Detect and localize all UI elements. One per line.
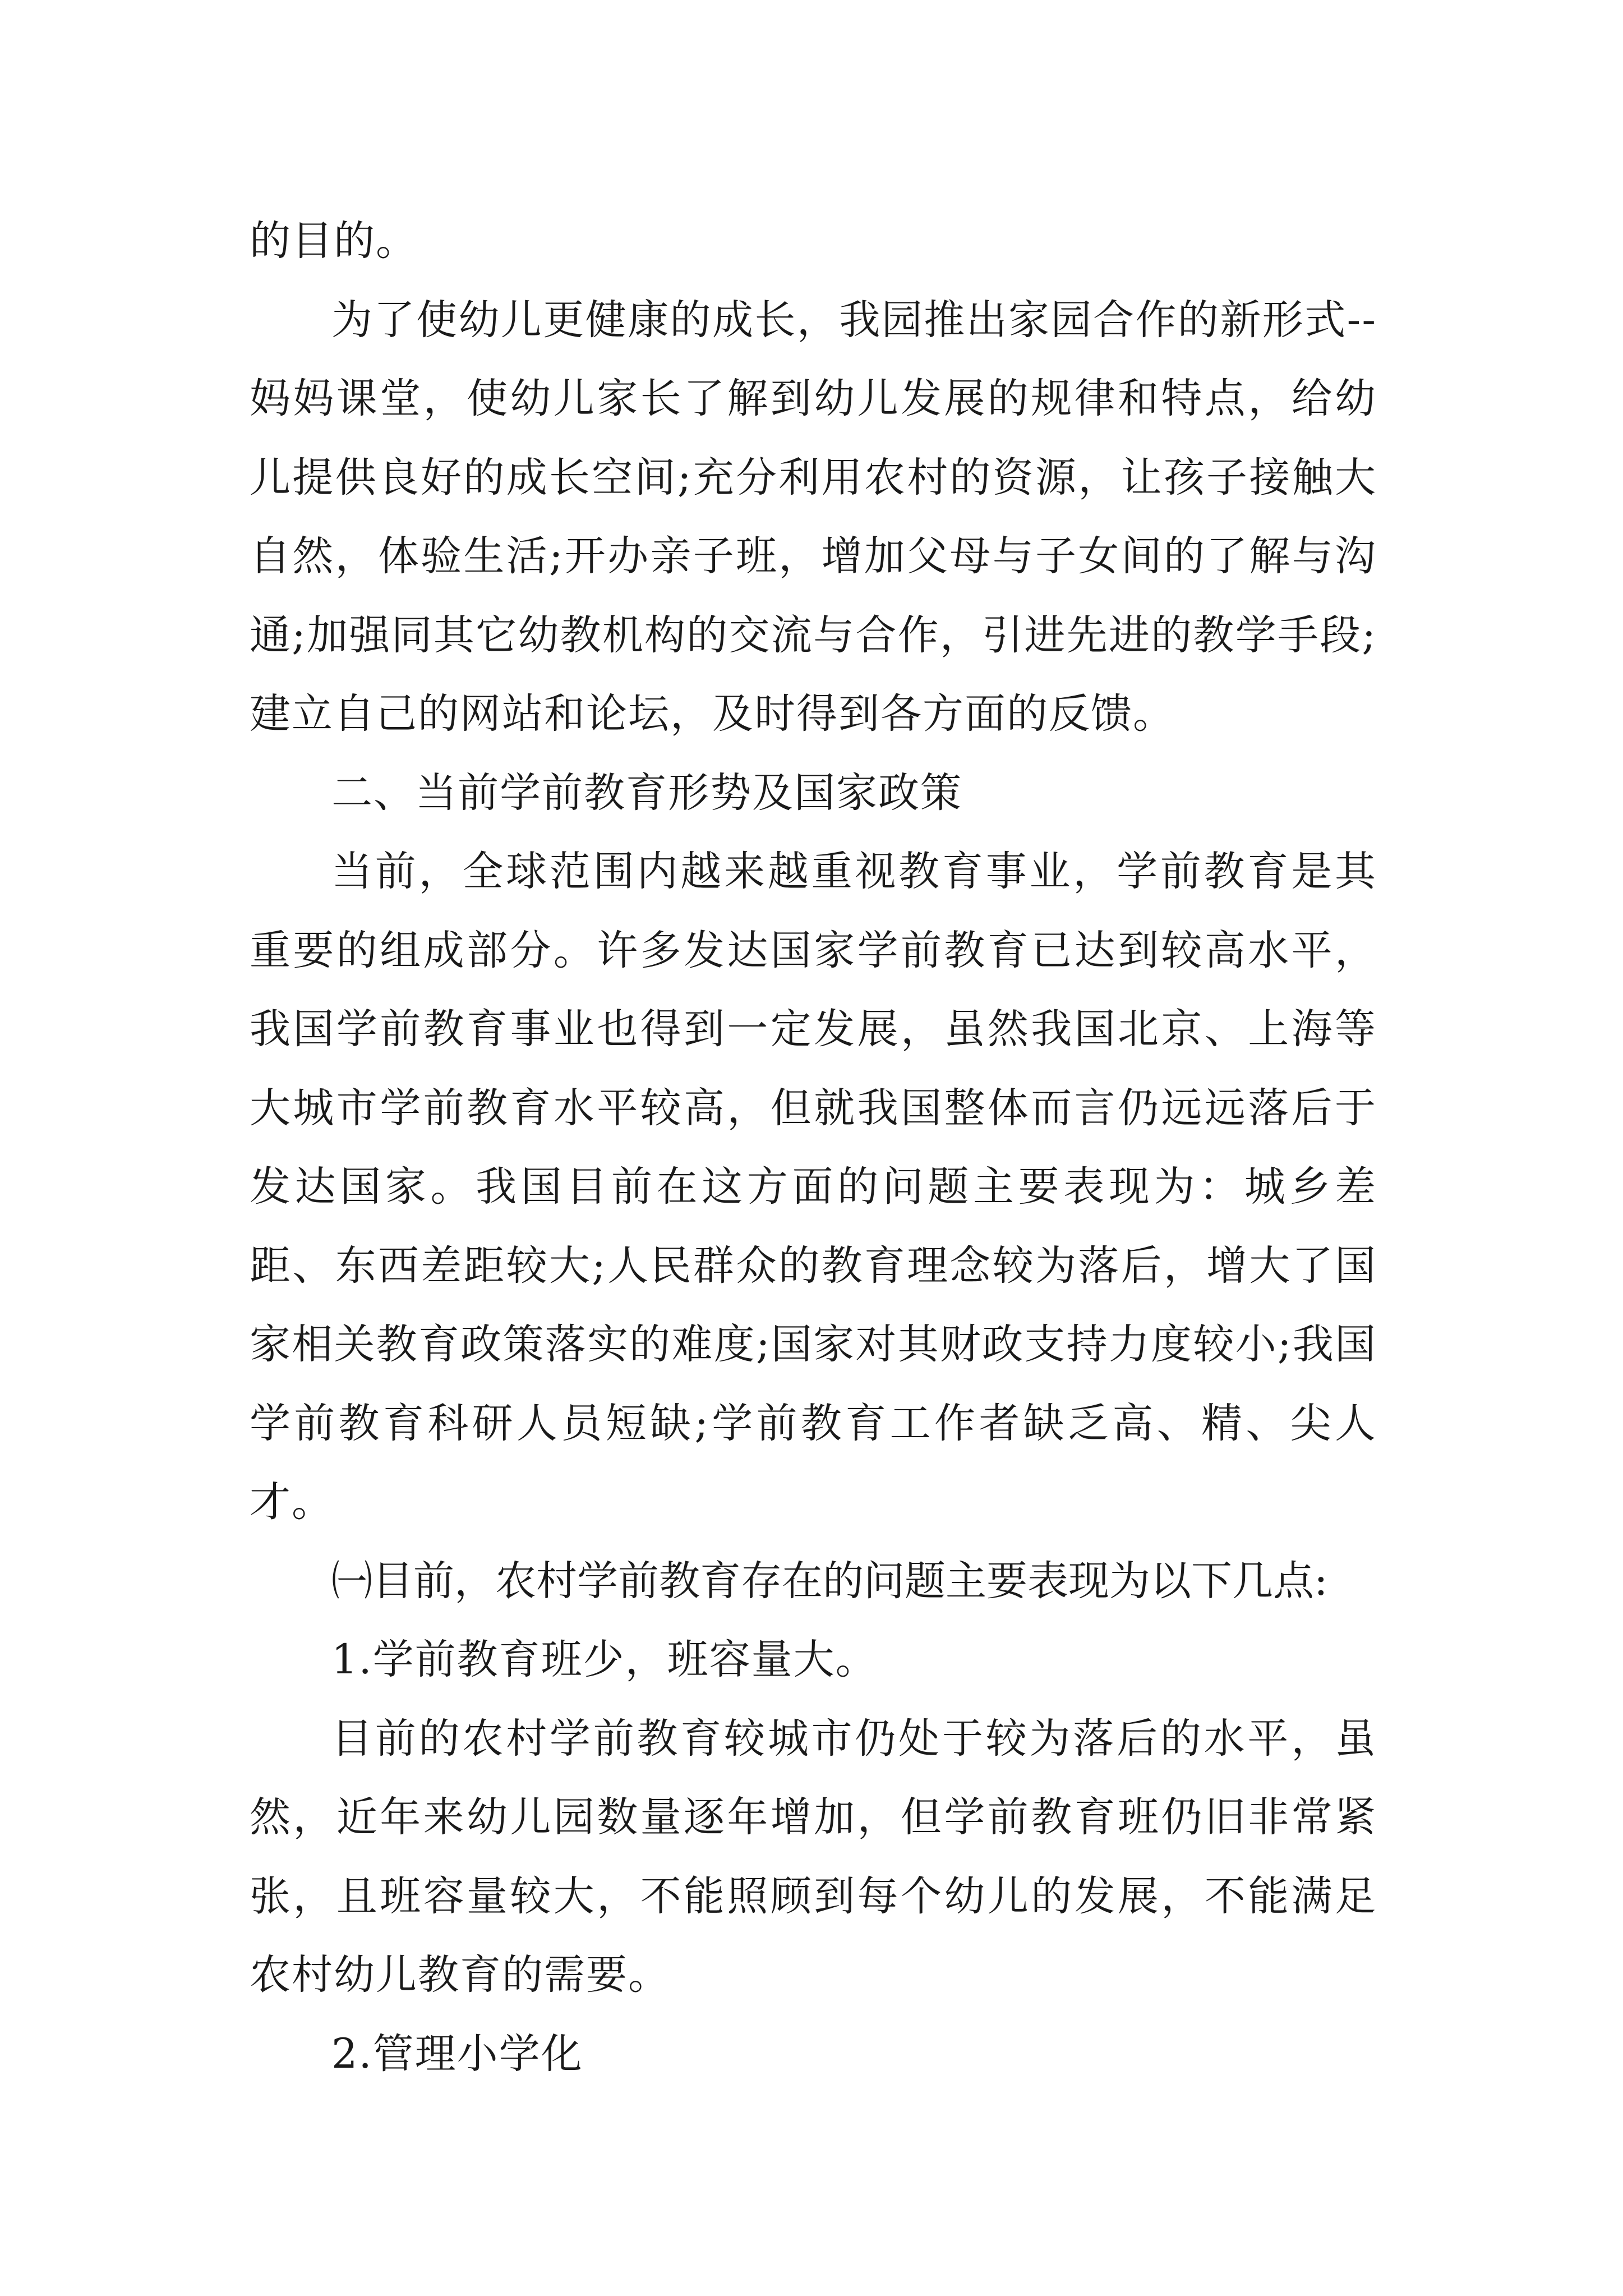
list-item-2-heading: 2.管理小学化: [331, 2030, 583, 2078]
subheading-rural-problems: ㈠目前，农村学前教育存在的问题主要表现为以下几点:: [331, 1557, 1328, 1605]
paragraph-class-capacity: 目前的农村学前教育较城市仍处于较为落后的水平，虽然，近年来幼儿园数量逐年增加，但学前教育班仍旧非常紧张，且班容量较大，不能照顾到每个幼儿的发展，不能满足农村幼儿教育的需要。: [250, 1714, 1377, 1999]
paragraph-continuation: 的目的。: [250, 217, 418, 265]
list-item-1-heading: 1.学前教育班少，班容量大。: [331, 1636, 878, 1683]
paragraph-home-school-cooperation: 为了使幼儿更健康的成长，我园推出家园合作的新形式--妈妈课堂，使幼儿家长了解到幼儿发展的规律和特点，给幼儿提供良好的成长空间;充分利用农村的资源，让孩子接触大自然，体验生活;开办亲子班，增加父母与子女间的了解与沟通;加强同其它幼教机构的交流与合作，引进先进的教学手段;建立自己的网站和论坛，及时得到各方面的反馈。: [250, 296, 1377, 738]
paragraph-current-situation: 当前，全球范围内越来越重视教育事业，学前教育是其重要的组成部分。许多发达国家学前教育已达到较高水平，我国学前教育事业也得到一定发展，虽然我国北京、上海等大城市学前教育水平较高，但就我国整体而言仍远远落后于发达国家。我国目前在这方面的问题主要表现为：城乡差距、东西差距较大;人民群众的教育理念较为落后，增大了国家相关教育政策落实的难度;国家对其财政支持力度较小;我国学前教育科研人员短缺;学前教育工作者缺乏高、精、尖人才。: [250, 848, 1377, 1526]
body-text: [250, 202, 1377, 2093]
section-heading-policy: 二、当前学前教育形势及国家政策: [331, 769, 962, 817]
